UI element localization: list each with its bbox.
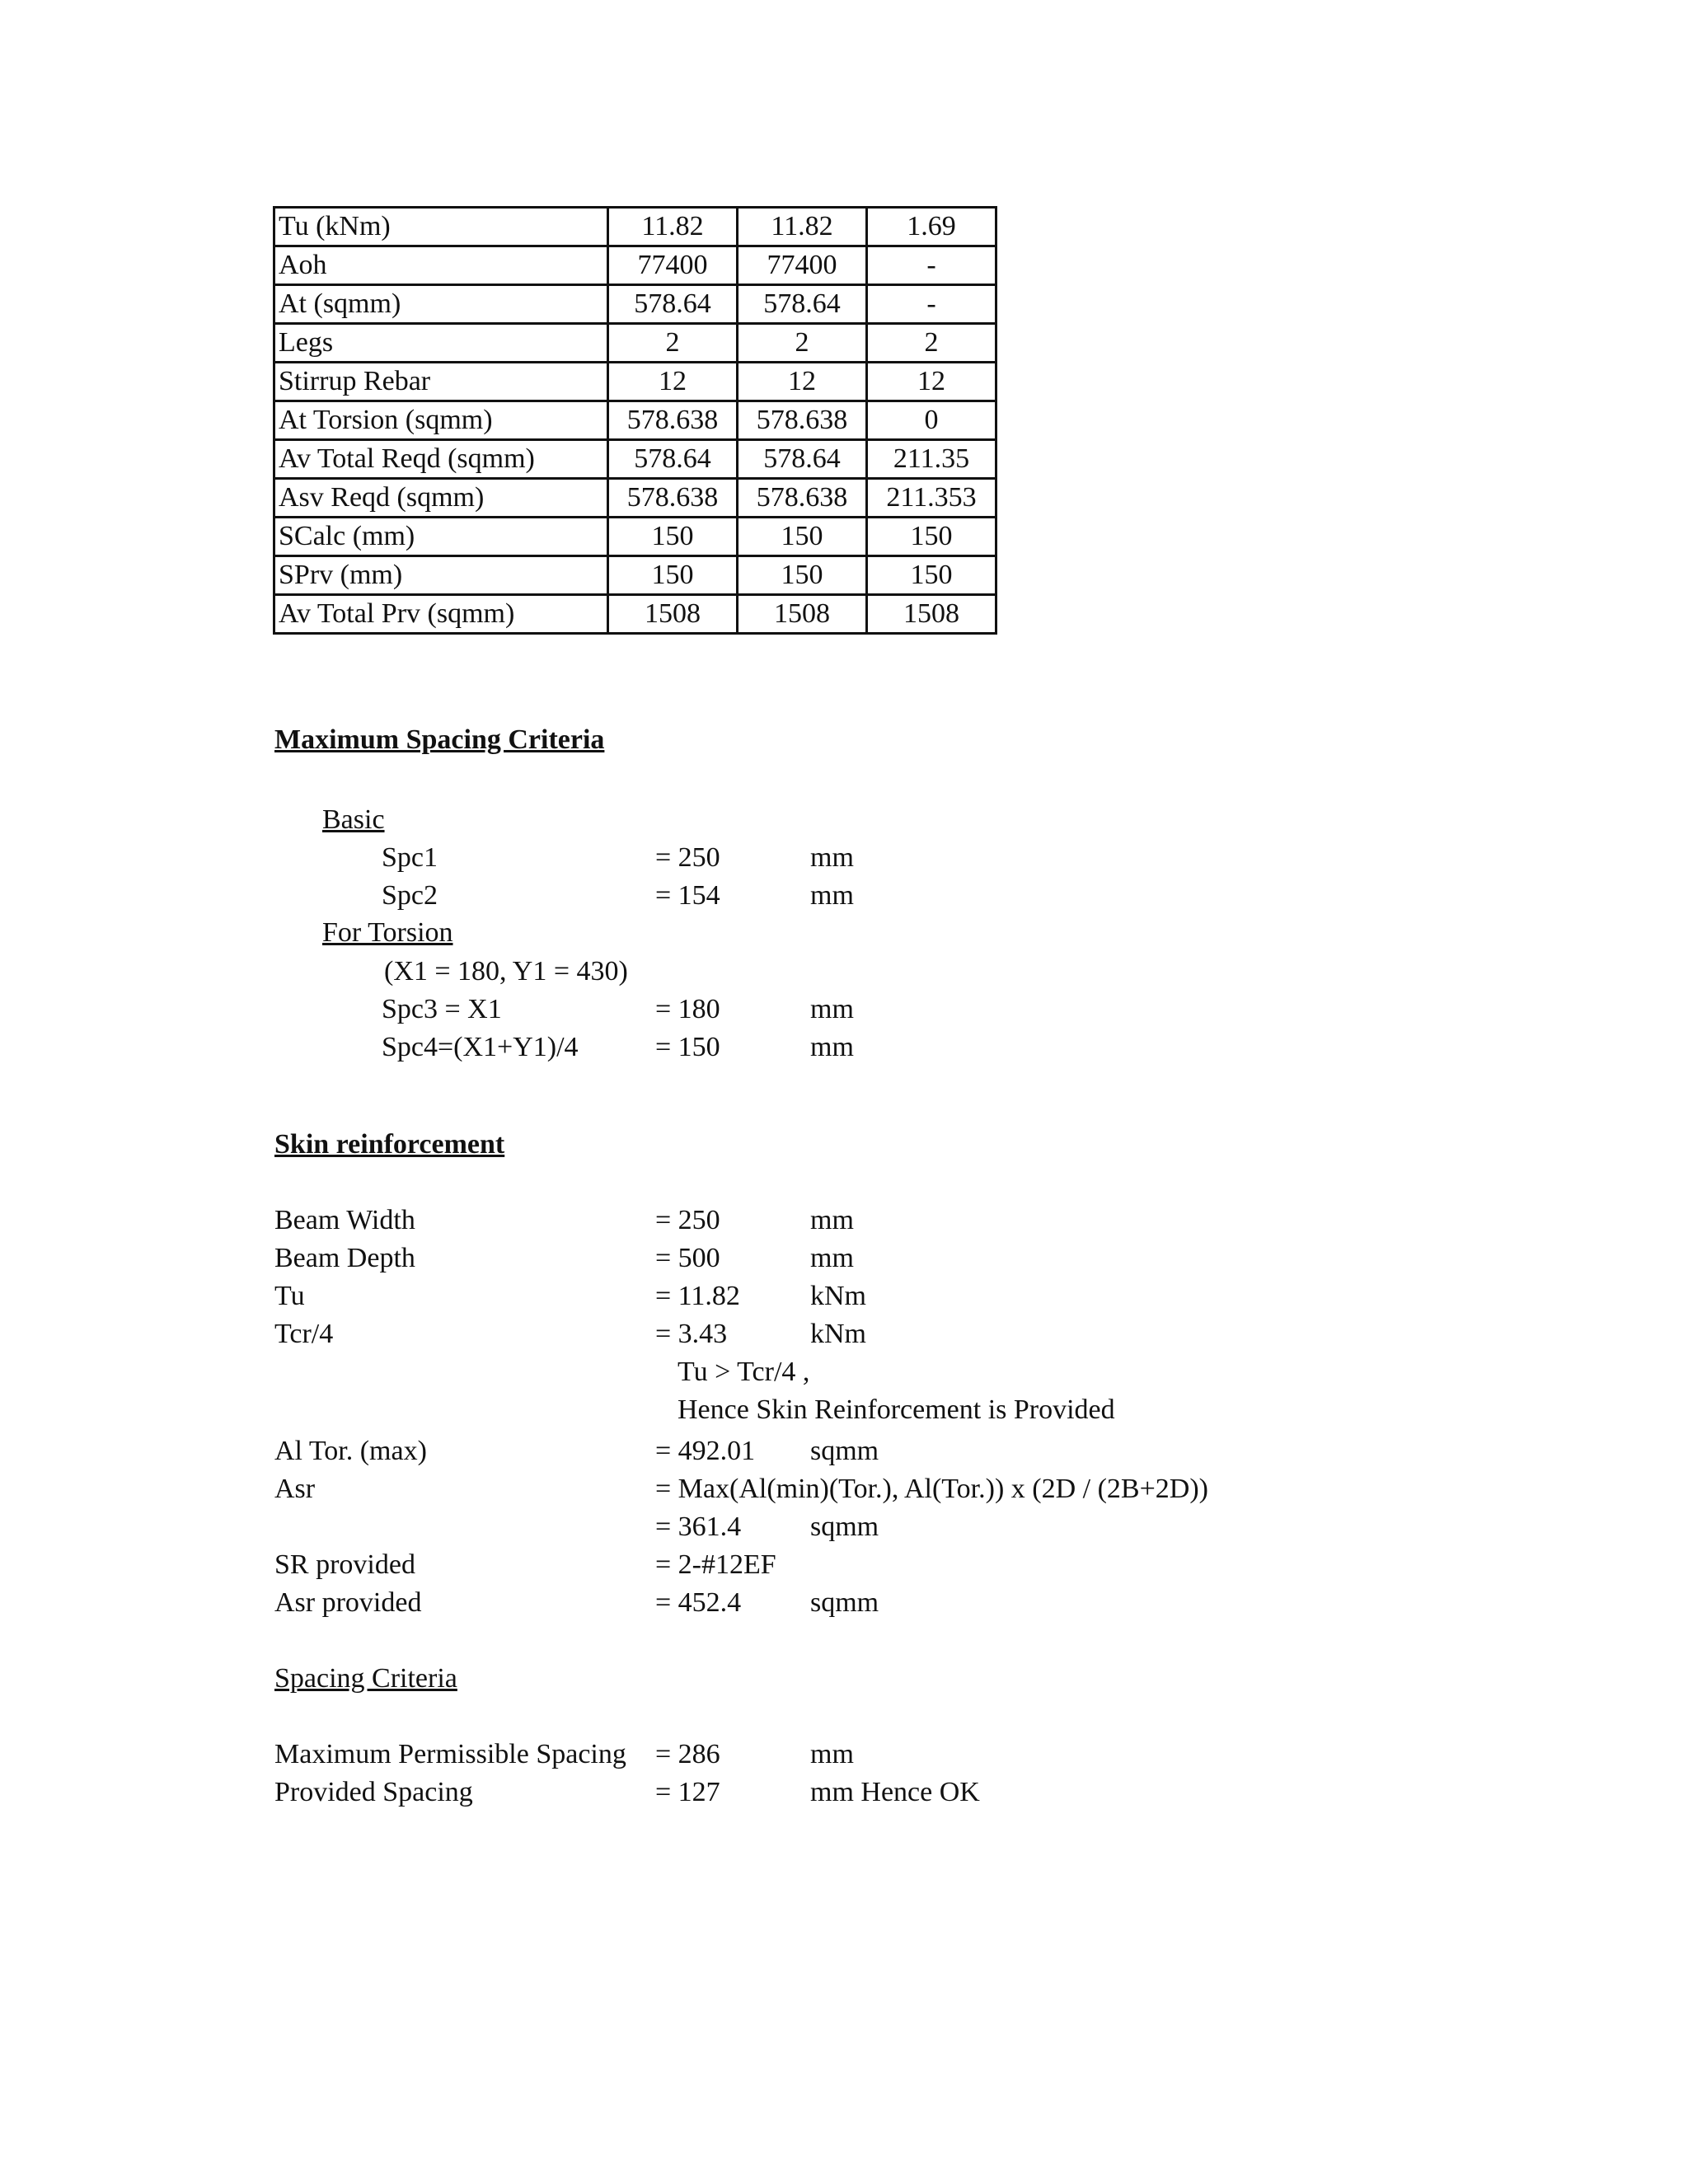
asr-provided-value: = 452.4 xyxy=(655,1587,742,1618)
row-value-col3: - xyxy=(867,285,996,324)
row-value-col1: 77400 xyxy=(608,246,738,285)
row-label: Av Total Reqd (sqmm) xyxy=(274,440,608,479)
row-value-col2: 11.82 xyxy=(738,208,867,246)
tu-label: Tu xyxy=(274,1281,305,1311)
sr-provided-value: = 2-#12EF xyxy=(655,1549,776,1580)
row-value-col1: 150 xyxy=(608,518,738,556)
row-label: Aoh xyxy=(274,246,608,285)
tu-unit: kNm xyxy=(810,1281,866,1311)
row-value-col2: 1508 xyxy=(738,595,867,634)
row-value-col1: 150 xyxy=(608,556,738,595)
asr-unit: sqmm xyxy=(810,1511,879,1542)
spc3-value: = 180 xyxy=(655,994,720,1024)
row-value-col3: 150 xyxy=(867,556,996,595)
row-value-col3: - xyxy=(867,246,996,285)
al-tor-label: Al Tor. (max) xyxy=(274,1436,427,1466)
torsion-dimensions: (X1 = 180, Y1 = 430) xyxy=(384,956,628,987)
row-value-col3: 12 xyxy=(867,363,996,401)
row-value-col2: 2 xyxy=(738,324,867,363)
for-torsion-subheading: For Torsion xyxy=(322,917,453,948)
row-value-col2: 12 xyxy=(738,363,867,401)
spc2-unit: mm xyxy=(810,880,854,911)
row-label: Tu (kNm) xyxy=(274,208,608,246)
row-value-col2: 578.638 xyxy=(738,479,867,518)
row-value-col1: 12 xyxy=(608,363,738,401)
table-row xyxy=(274,246,996,285)
beam-depth-unit: mm xyxy=(810,1243,854,1273)
table-row xyxy=(274,556,996,595)
table-row xyxy=(274,208,996,246)
spc3-label: Spc3 = X1 xyxy=(382,994,502,1024)
row-value-col2: 150 xyxy=(738,518,867,556)
beam-width-value: = 250 xyxy=(655,1205,720,1235)
row-value-col1: 1508 xyxy=(608,595,738,634)
max-spacing-heading: Maximum Spacing Criteria xyxy=(274,724,605,755)
row-value-col3: 1508 xyxy=(867,595,996,634)
row-label: Legs xyxy=(274,324,608,363)
asr-value: = 361.4 xyxy=(655,1511,742,1542)
table-row xyxy=(274,401,996,440)
spc2-label: Spc2 xyxy=(382,880,438,911)
spc4-unit: mm xyxy=(810,1032,854,1062)
al-tor-value: = 492.01 xyxy=(655,1436,756,1466)
sr-provided-label: SR provided xyxy=(274,1549,415,1580)
beam-depth-value: = 500 xyxy=(655,1243,720,1273)
skin-reinforcement-heading: Skin reinforcement xyxy=(274,1129,505,1160)
max-permissible-spacing-unit: mm xyxy=(810,1739,854,1769)
provided-spacing-label: Provided Spacing xyxy=(274,1777,473,1807)
spc2-value: = 154 xyxy=(655,880,720,911)
max-permissible-spacing-label: Maximum Permissible Spacing xyxy=(274,1739,626,1769)
tcr-label: Tcr/4 xyxy=(274,1319,334,1349)
row-label: Av Total Prv (sqmm) xyxy=(274,595,608,634)
spc1-unit: mm xyxy=(810,842,854,873)
row-value-col3: 211.35 xyxy=(867,440,996,479)
row-label: At Torsion (sqmm) xyxy=(274,401,608,440)
spc4-value: = 150 xyxy=(655,1032,720,1062)
table-row xyxy=(274,285,996,324)
beam-depth-label: Beam Depth xyxy=(274,1243,415,1273)
asr-label: Asr xyxy=(274,1474,316,1504)
table-row xyxy=(274,363,996,401)
torsion-design-table xyxy=(273,206,997,635)
asr-provided-label: Asr provided xyxy=(274,1587,422,1618)
row-value-col1: 578.64 xyxy=(608,440,738,479)
row-value-col2: 150 xyxy=(738,556,867,595)
row-value-col3: 2 xyxy=(867,324,996,363)
tcr-unit: kNm xyxy=(810,1319,866,1349)
table-row xyxy=(274,479,996,518)
row-value-col1: 578.638 xyxy=(608,401,738,440)
row-value-col2: 578.64 xyxy=(738,440,867,479)
row-value-col1: 2 xyxy=(608,324,738,363)
row-value-col1: 11.82 xyxy=(608,208,738,246)
spc1-value: = 250 xyxy=(655,842,720,873)
row-value-col3: 1.69 xyxy=(867,208,996,246)
row-value-col3: 211.353 xyxy=(867,479,996,518)
spc4-label: Spc4=(X1+Y1)/4 xyxy=(382,1032,579,1062)
row-value-col1: 578.638 xyxy=(608,479,738,518)
row-label: Stirrup Rebar xyxy=(274,363,608,401)
asr-formula: = Max(Al(min)(Tor.), Al(Tor.)) x (2D / (2B+2D)) xyxy=(655,1474,1208,1504)
row-value-col2: 578.64 xyxy=(738,285,867,324)
basic-subheading: Basic xyxy=(322,804,385,835)
spacing-criteria-heading: Spacing Criteria xyxy=(274,1663,457,1694)
beam-width-unit: mm xyxy=(810,1205,854,1235)
row-label: SPrv (mm) xyxy=(274,556,608,595)
table-row xyxy=(274,595,996,634)
row-label: At (sqmm) xyxy=(274,285,608,324)
beam-width-label: Beam Width xyxy=(274,1205,415,1235)
row-value-col3: 150 xyxy=(867,518,996,556)
al-tor-unit: sqmm xyxy=(810,1436,879,1466)
row-label: Asv Reqd (sqmm) xyxy=(274,479,608,518)
spc3-unit: mm xyxy=(810,994,854,1024)
torsion-check-line: Tu > Tcr/4 , xyxy=(678,1357,810,1387)
asr-provided-unit: sqmm xyxy=(810,1587,879,1618)
spc1-label: Spc1 xyxy=(382,842,438,873)
provided-spacing-unit: mm Hence OK xyxy=(810,1777,980,1807)
row-value-col3: 0 xyxy=(867,401,996,440)
torsion-check-conclusion: Hence Skin Reinforcement is Provided xyxy=(678,1394,1115,1425)
row-value-col1: 578.64 xyxy=(608,285,738,324)
table-row xyxy=(274,518,996,556)
provided-spacing-value: = 127 xyxy=(655,1777,720,1807)
table-row xyxy=(274,440,996,479)
row-label: SCalc (mm) xyxy=(274,518,608,556)
tu-value: = 11.82 xyxy=(655,1281,740,1311)
table-row xyxy=(274,324,996,363)
max-permissible-spacing-value: = 286 xyxy=(655,1739,720,1769)
row-value-col2: 578.638 xyxy=(738,401,867,440)
row-value-col2: 77400 xyxy=(738,246,867,285)
tcr-value: = 3.43 xyxy=(655,1319,728,1349)
